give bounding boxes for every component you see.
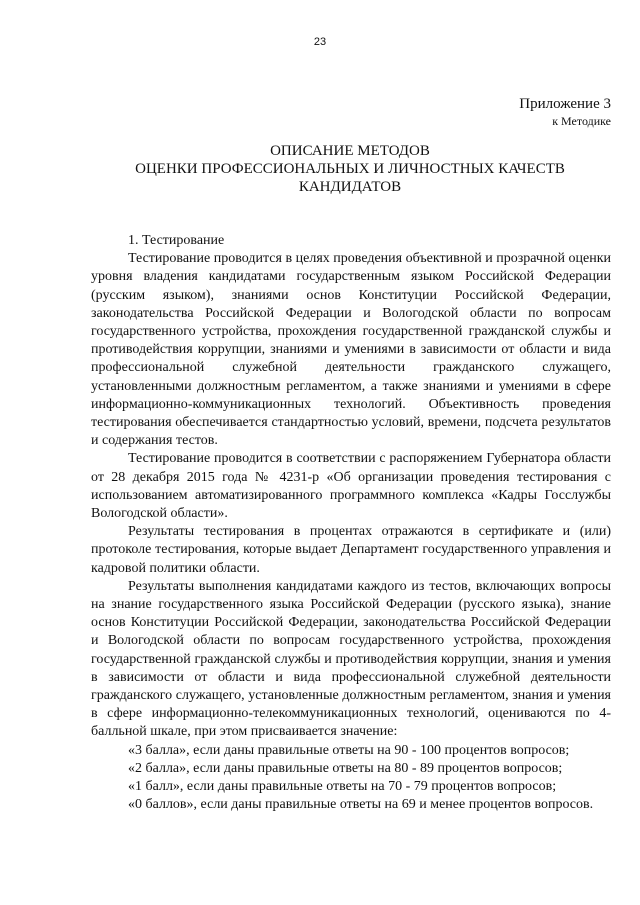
paragraph-testing-purpose: Тестирование проводится в целях проведения объективной и прозрачной оценки уровня владения кандидатами государственным языком Российской Федерации (русским языком), знаниями основ Конституции Российской Федерации, законодательства Российской Федерации и Вологодской области по вопросам государственного устройства, прохождения государственной гражданской службы и противодействия коррупции, знаниями и умениями в зависимости от области и вида профессиональной служебной деятельности гражданского служащего, установленными должностным регламентом, а также знаниями и умениями в сфере информационно-коммуникационных технологий. Объективность проведения тестирования обеспечивается стандартностью условий, времени, подсчета результатов и содержания тестов.: [91, 251, 611, 449]
score-item-1: «1 балл», если даны правильные ответы на 70 - 79 процентов вопросов;: [128, 779, 557, 795]
appendix-label: [519, 96, 611, 129]
score-item-0: «0 баллов», если даны правильные ответы на 69 и менее процентов вопросов.: [128, 797, 594, 813]
paragraph-scoring-scale: Результаты выполнения кандидатами каждого из тестов, включающих вопросы на знание государственного языка Российской Федерации (русского языка), знание основ Конституции Российской Федерации, законодательства Российской Федерации и Вологодской области по вопросам государственного устройства, прохождения государственной гражданской службы и противодействия коррупции, знания и умения в зависимости от области и вида профессиональной служебной деятельности гражданского служащего, установленные должностным регламентом, знания и умения в сфере информационно-телекоммуникационных технологий, оцениваются по 4-балльной шкале, при этом присваивается значение:: [91, 578, 611, 740]
appendix-reference: к Методике: [552, 114, 611, 128]
score-item-2: «2 балла», если даны правильные ответы на 80 - 89 процентов вопросов;: [128, 760, 563, 776]
paragraph-testing-results: Результаты тестирования в процентах отражаются в сертификате и (или) протоколе тестирования, которые выдает Департамент государственного управления и кадровой политики области.: [91, 524, 611, 576]
page-number: 23: [313, 36, 327, 48]
title-line-2: ОЦЕНКИ ПРОФЕССИОНАЛЬНЫХ И ЛИЧНОСТНЫХ КАЧЕСТВ: [135, 161, 565, 177]
score-item-3: «3 балла», если даны правильные ответы на 90 - 100 процентов вопросов;: [128, 742, 570, 758]
title-line-1: ОПИСАНИЕ МЕТОДОВ: [270, 143, 430, 159]
paragraph-testing-basis: Тестирование проводится в соответствии с распоряжением Губернатора области от 28 декабря 2015 года № 4231-р «Об организации проведения тестирования с использованием автоматизированного программного комплекса «Кадры Госслужбы Вологодской области».: [91, 451, 611, 522]
appendix-number: Приложение 3: [519, 96, 611, 112]
document-body: [91, 232, 611, 815]
document-title: [130, 142, 570, 196]
section-heading: 1. Тестирование: [128, 233, 225, 248]
title-line-3: КАНДИДАТОВ: [298, 179, 402, 195]
